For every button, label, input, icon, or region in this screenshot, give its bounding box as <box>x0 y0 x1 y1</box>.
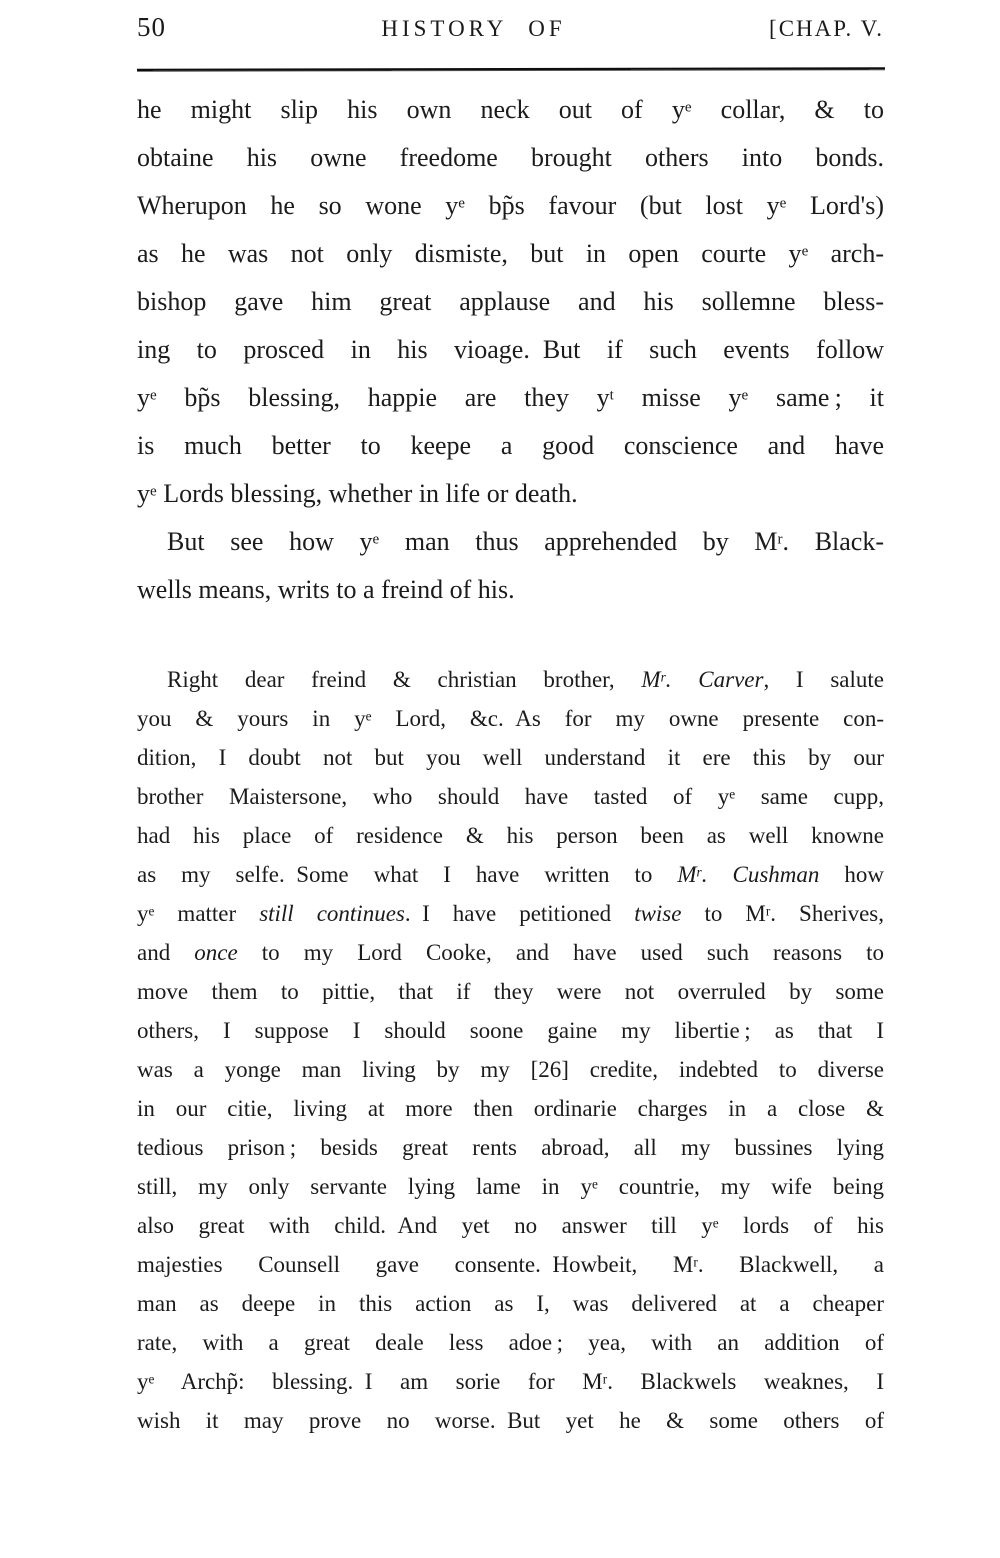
text-line: majesties Counsell gave consente. Howbeit, $M^r$. Blackwell, a <box>137 1252 884 1277</box>
text-line: as my selfe. Some what I have written to $M^r$. Cushman how <box>137 862 884 887</box>
paragraph-continuation <box>137 86 884 518</box>
text-line: wells means, writs to a freind of his. <box>137 575 515 604</box>
header-rule <box>137 67 885 72</box>
text-line: $y^e$ matter still continues. I have petitioned twise to $M^r$. Sherives, <box>137 901 884 926</box>
running-title: HISTORY OF <box>381 16 566 41</box>
text-line: $y^e$ bp̃s blessing, happie are they $y^t$ misse $y^e$ same ; it <box>137 383 884 412</box>
text-line: had his place of residence & his person been as well knowne <box>137 823 884 848</box>
text-line: brother Maistersone, who should have tasted of $y^e$ same cupp, <box>137 784 885 809</box>
text-line: others, I suppose I should soone gaine my libertie ; as that I <box>137 1018 884 1043</box>
paragraph-intro-to-letter <box>137 518 884 614</box>
text-line: he might slip his own neck out of $y^e$ collar, & to <box>137 95 885 124</box>
text-line: in our citie, living at more then ordinarie charges in a close & <box>137 1096 884 1121</box>
text-line: wish it may prove no worse. But yet he & some others of <box>137 1408 884 1433</box>
text-line: bishop gave him great applause and his sollemne bless- <box>137 287 884 316</box>
text-line: also great with child. And yet no answer till $y^e$ lords of his <box>137 1213 884 1238</box>
text-line: move them to pittie, that if they were not overruled by some <box>137 979 884 1004</box>
text-line: still, my only servante lying lame in $y^e$ countrie, my wife being <box>137 1174 884 1199</box>
text-line: dition, I doubt not but you well understand it ere this by our <box>137 745 884 770</box>
page-number: 50 <box>137 12 166 42</box>
text-line: obtaine his owne freedome brought others into bonds. <box>137 143 884 172</box>
text-line: rate, with a great deale less adoe ; yea, with an addition of <box>137 1330 884 1355</box>
text-line: $y^e$ Lords blessing, whether in life or death. <box>137 479 578 508</box>
text-line: tedious prison ; besids great rents abroad, all my bussines lying <box>137 1135 884 1160</box>
text-line: $y^e$ Archp̃: blessing. I am sorie for $M^r$. Blackwels weaknes, I <box>137 1369 885 1394</box>
text-line: and once to my Lord Cooke, and have used such reasons to <box>137 940 884 965</box>
text-line: Right dear freind & christian brother, $M^r$. Carver, I salute <box>167 667 884 692</box>
letter-excerpt <box>137 660 884 1440</box>
text-line: ing to prosced in his vioage. But if such events follow <box>137 335 884 364</box>
text-line: man as deepe in this action as I, was delivered at a cheaper <box>137 1291 884 1316</box>
text-line: But see how $y^e$ man thus apprehended by $M^r$. Black- <box>167 527 885 556</box>
chapter-label: [CHAP. V. <box>769 16 884 41</box>
text-line: was a yonge man living by my [26] credite, indebted to diverse <box>137 1057 884 1082</box>
text-line: you & yours in $y^e$ Lord, &c. As for my owne presente con- <box>137 706 885 731</box>
text-line: as he was not only dismiste, but in open courte $y^e$ arch- <box>137 239 884 268</box>
text-line: is much better to keepe a good conscience and have <box>137 431 884 460</box>
text-line: Wherupon he so wone $y^e$ bp̃s favour (but lost $y^e$ Lord's) <box>137 191 884 220</box>
running-head <box>137 12 884 46</box>
